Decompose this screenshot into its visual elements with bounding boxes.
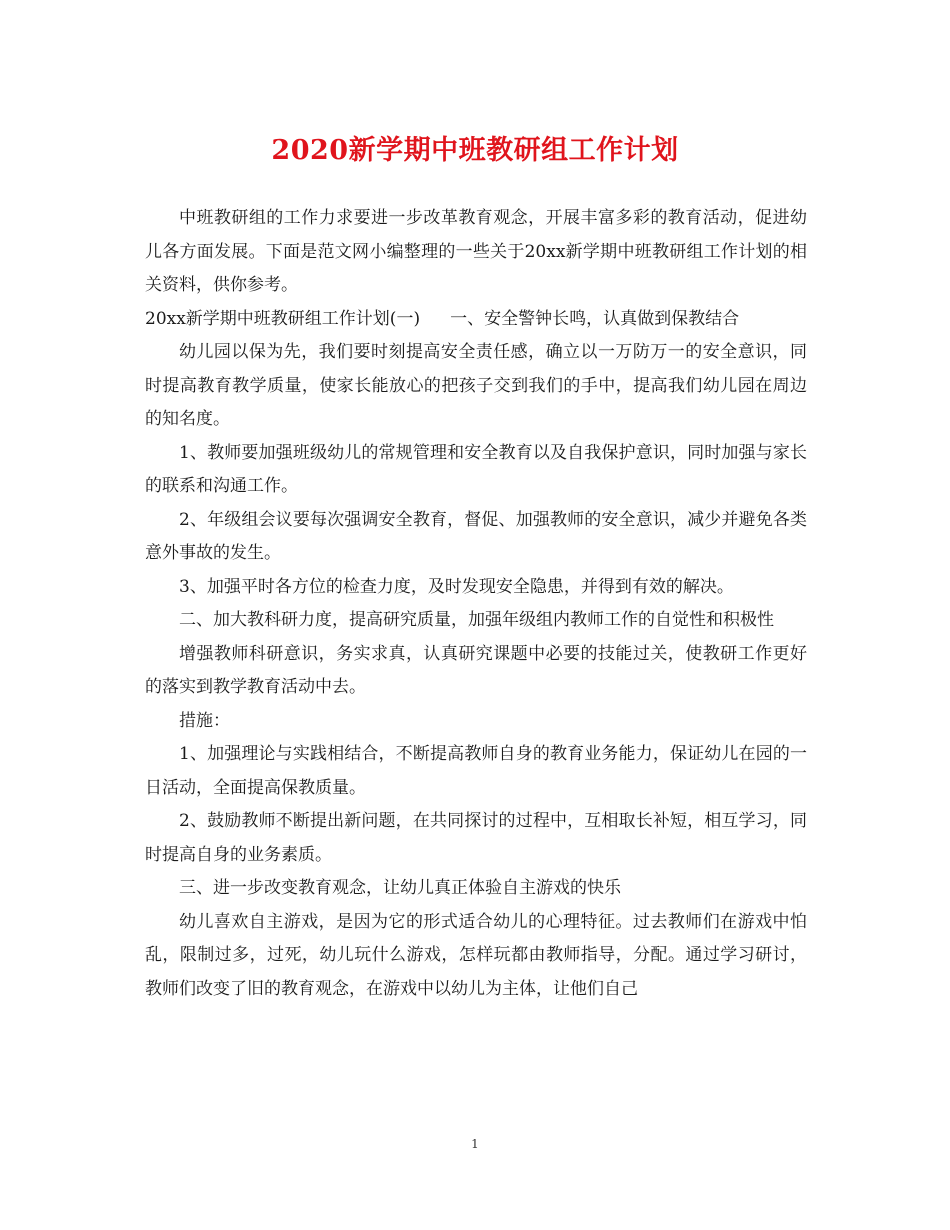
section-heading-3: 三、进一步改变教育观念，让幼儿真正体验自主游戏的快乐 [179,878,621,898]
paragraph-measure-2: 2、鼓励教师不断提出新问题，在共同探讨的过程中，互相取长补短，相互学习，同时提高自身的业务素质。 [145,811,807,865]
paragraph-item-1: 1、教师要加强班级幼儿的常规管理和安全教育以及自我保护意识，同时加强与家长的联系和沟通工作。 [145,442,807,496]
paragraph-research: 增强教师科研意识，务实求真，认真研究课题中必要的技能过关，使教研工作更好的落实到教学教育活动中去。 [145,643,807,697]
plan-subtitle: 20xx新学期中班教研组工作计划(一) [145,308,421,329]
subheading-line [145,303,807,337]
section-heading-1: 一、安全警钟长鸣，认真做到保教结合 [450,308,740,329]
paragraph-play: 幼儿喜欢自主游戏，是因为它的形式适合幼儿的心理特征。过去教师们在游戏中怕乱，限制过多，过死，幼儿玩什么游戏，怎样玩都由教师指导，分配。通过学习研讨，教师们改变了旧的教育观念，在游戏中以幼儿为主体，让他们自己 [145,911,807,999]
document-title: 2020新学期中班教研组工作计划 [271,135,679,166]
paragraph-item-3: 3、加强平时各方位的检查力度，及时发现安全隐患，并得到有效的解决。 [179,576,734,597]
measures-label: 措施： [179,710,230,731]
paragraph-safety: 幼儿园以保为先，我们要时刻提高安全责任感，确立以一万防万一的安全意识，同时提高教育教学质量，使家长能放心的把孩子交到我们的手中，提高我们幼儿园在周边的知名度。 [145,342,807,429]
section-heading-2: 二、加大教科研力度，提高研究质量，加强年级组内教师工作的自觉性和积极性 [179,610,774,630]
paragraph-measure-1: 1、加强理论与实践相结合，不断提高教师自身的教育业务能力，保证幼儿在园的一日活动，全面提高保教质量。 [145,744,807,798]
paragraph-intro: 中班教研组的工作力求要进一步改革教育观念，开展丰富多彩的教育活动，促进幼儿各方面发展。下面是范文网小编整理的一些关于20xx新学期中班教研组工作计划的相关资料，供你参考。 [145,208,807,295]
document-body [145,202,807,1006]
paragraph-item-2: 2、年级组会议要每次强调安全教育，督促、加强教师的安全意识，减少并避免各类意外事故的发生。 [145,509,807,563]
page-number: 1 [471,1137,479,1151]
